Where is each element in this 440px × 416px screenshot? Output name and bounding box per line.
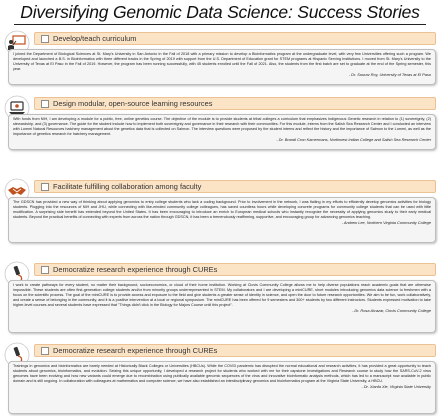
checkbox-square (41, 266, 49, 274)
story-card (8, 49, 436, 85)
checkbox-square (41, 183, 49, 191)
story-text: The GDSCN has provided a new way of thinking about applying genomics to entry college students who lack a coding background. Prior to involvement in the network, I was flailing in my efforts to efficiently develop genomics activities for biology students. Plugging into the resources of NIH and JHU, while connecting with like-minded community college colleagues, has saved countless hours while developing concrete programs for community college students that can be used with little modification. A surprising side benefit has extended beyond the United States. It has been encouraging to introduce an enrich to European medical schools who instantly recognize the necessity of applying genomics study to their early medical students. Beyond the practical benefits of connecting with experts from across the nation through GDSCN, it has been a tremendously reaffirming, supportive, and encouraging group for advancing genomics teaching. (13, 200, 431, 220)
story-heading-bar (34, 180, 436, 193)
checkbox-square (41, 35, 49, 43)
story-card (8, 197, 436, 243)
story-card (8, 361, 436, 414)
story-author: - Dr. Sourav Roy, University of Texas at El Paso (348, 72, 431, 78)
story-heading: Facilitate fulfilling collaboration among faculty (53, 182, 202, 191)
story-heading-bar (34, 32, 436, 45)
story-author: - Dr. Xianfa Xie, Virginia State University (361, 384, 431, 390)
story-heading: Democratize research experience through CUREs (53, 265, 218, 274)
story-text: I work to create pathways for every student, no matter their background, socioeconomics, or cloud of their home institution. Working at Clovis Community College allows me to help diverse populations reach academic goals that are otherwise impossible. These students are often first-generation college students and/or from minority groups underrepresented in STEM. My collaborators and I are developing a miniCURE, short modules introducing genomics data science to freshmen with a focus on the scientific process. The goal of the miniCURE is to provide access and exposure to the field and give students a greater sense of identity in science, and open the door to future research opportunities. We aim to be fun, work collaboratively, and create a sense of belonging in the community, and it is a positive intervention at a local or regional symposium. The miniCURE has been offered for 9 semesters and 300+ students by two different instructors. Students expressed motivation to take higher-level courses and several students have expressed that "Things didn't click in the Biology for Majors Course until this project". (13, 283, 431, 308)
story-card (8, 114, 436, 150)
story-heading: Develop/teach curriculum (53, 34, 137, 43)
story-author: - Dr. Brandi Cron Kamermans, Northwest Indian College and Salish Sea Research Center (276, 137, 431, 143)
story-heading-bar (34, 97, 436, 110)
story-author: - Dr. Rosa Alcazar, Clovis Community College (351, 308, 431, 314)
title-underline (14, 24, 426, 25)
story-card (8, 280, 436, 333)
story-text: Trainings in genomics and bioinformatics are barely needed at Historically Black Colleges or Universities (HBCUs). While the COVID pandemic has disrupted the normal educational and research activities, it has provided a great opportunity to teach students about genomics, bioinformatics, and evolution. Seizing this unique opportunity, I developed a research project for students who worked with me for their capstone Investigations and Research course to study how the SARS-CoV-2 virus genomes have been evolving and how new variants could emerge due to recombination using publically available genomic sequences of the virus and innovative bioinformatic analysis methods, which has led to a manuscript now available in public domain and is still ongoing. In collaboration with colleagues at mathematics and computer science, we have also established an interdisciplinary genomics and bioinformatics program at the Virginia State University, a HBCU. (13, 364, 431, 384)
story-heading-bar (34, 344, 436, 357)
checkbox-square (41, 100, 49, 108)
story-heading-bar (34, 263, 436, 276)
checkbox-square (41, 347, 49, 355)
story-heading: Democratize research experience through CUREs (53, 346, 218, 355)
story-text: With funds from NIH, I am developing a module for a public, free, online genetics course. The objective of the module is to provide students at tribal colleges a curriculum that emphasizes Indigenous Genetic research in relation to (1) sovereignty, (2) stewardship, and (3) governance. The guide for the student include how to implement both sovereignty and governance in their research with their communities. For this module, interns from the Salish Sea Research Center and I conducted an interview with Lummi Natural Resources hatchery management about the genetics data that is collected on Salmon. The interview questions were proposed by the student interns and reflect the history and the importance of Salmon to the Lummi, as well as the importance of genetics research for hatchery management. (13, 117, 431, 137)
page-title: Diversifying Genomic Data Science: Success Stories (20, 2, 420, 22)
story-author: - Andrew Lee, Northern Virginia Community College (341, 220, 431, 226)
story-heading: Design modular, open-source learning resources (53, 99, 213, 108)
story-text: I joined the Department of Biological Sciences at St. Mary's University in San Antonio in the Fall of 2018 with a primary mission to develop a Bioinformatics program at the undergraduate level, with very few Universities offering such a program. We developed and launched a B.S. in Bioinformatics with three different tracks in the Spring of 2019 with support from the U.S. Department of Education grant for STEM programs at Hispanic Serving Institutions. I moved from St. Mary's University to the University of Texas at El Paso in the Fall of 2019. However, the program has been running successfully, with 45 students enrolled until the Fall of 2021. Also, the students from the first batch are set to graduate at the end of the Spring semester, this year. (13, 52, 431, 72)
